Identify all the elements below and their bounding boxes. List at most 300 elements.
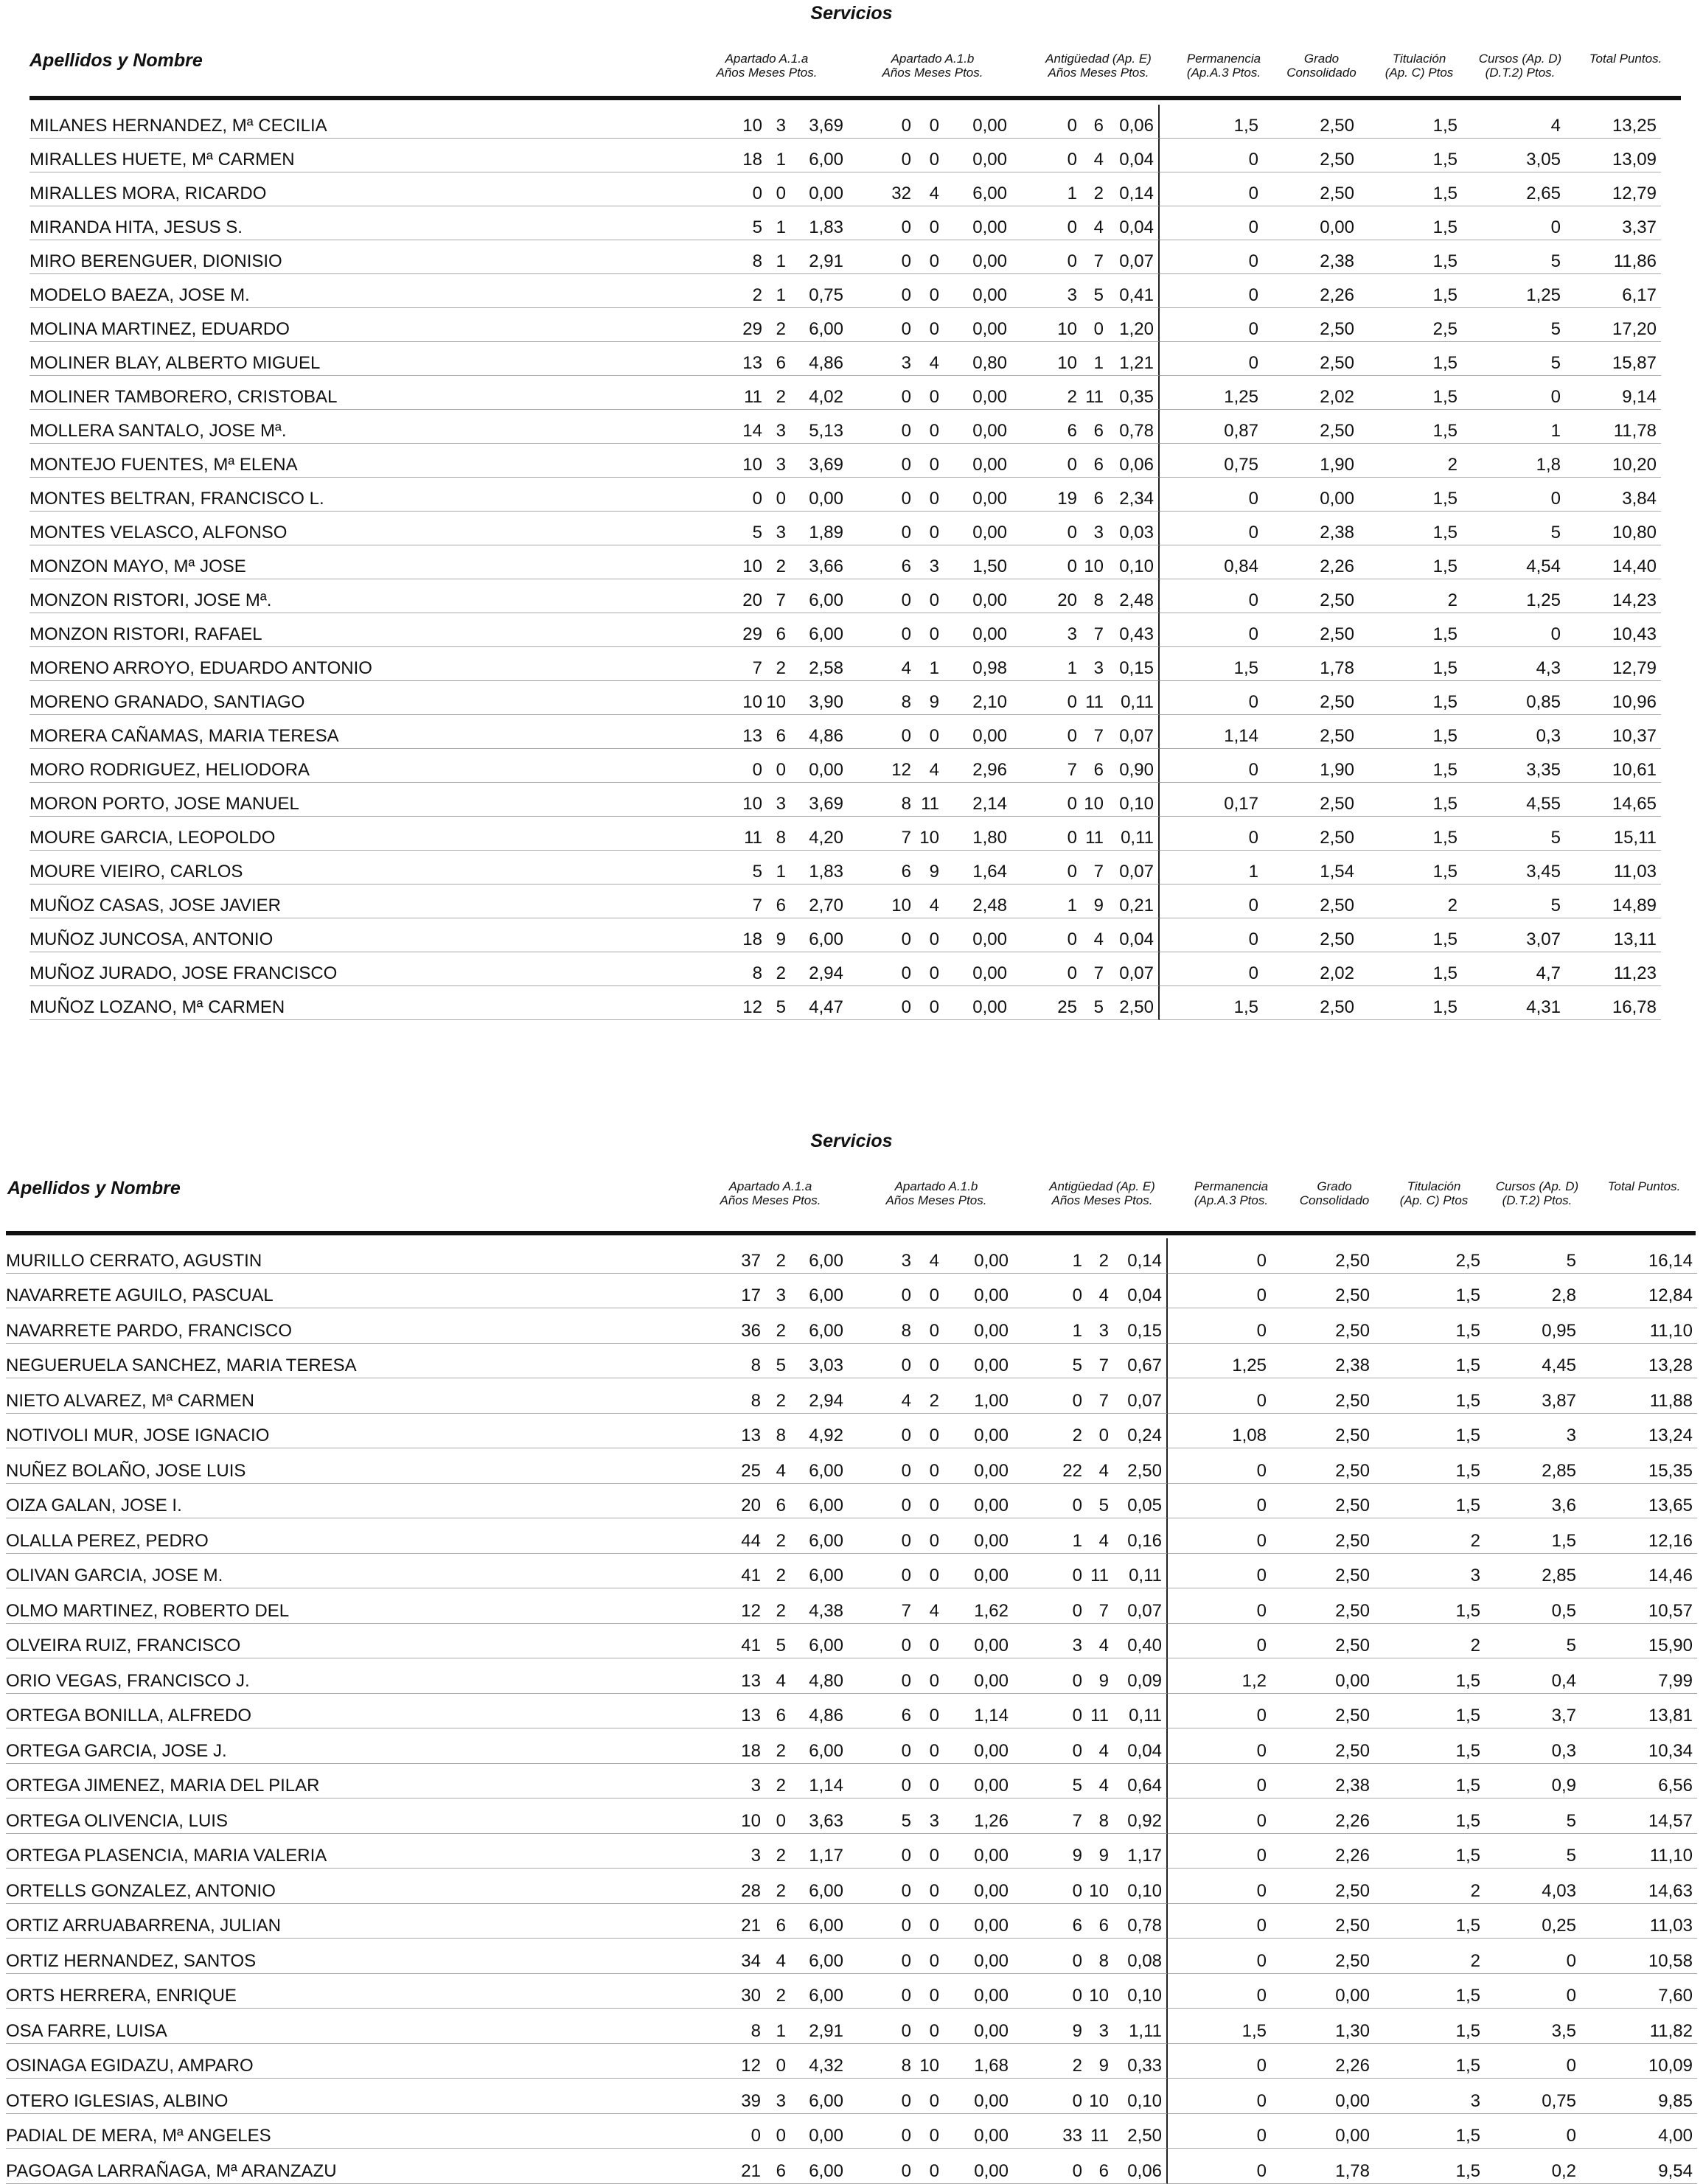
table-cell-value: 0,00 (944, 206, 1011, 240)
table-cell-value: 1,5 (1359, 376, 1462, 410)
table-cell-value: 14,46 (1581, 1554, 1697, 1589)
table-cell-value: 0,00 (1263, 478, 1359, 512)
table-cell-value: 1 (1011, 172, 1082, 206)
table-cell-value: 0,07 (1108, 715, 1160, 749)
table-cell-value: 1,90 (1263, 749, 1359, 783)
table-cell-value: 4 (916, 749, 944, 783)
table-cell-value: 25 (1011, 986, 1082, 1020)
table-cell-value: 0,07 (1113, 1378, 1168, 1414)
table-cell-value: 0,00 (944, 952, 1011, 986)
table-cell-value: 0,00 (944, 1414, 1013, 1449)
table-cell-value: 2,85 (1485, 1554, 1581, 1589)
table-cell-name: MUÑOZ JURADO, JOSE FRANCISCO (29, 952, 722, 986)
table-cell-value: 37 (714, 1238, 765, 1274)
table-cell-value: 2 (1374, 1869, 1485, 1904)
table-cell-value: 2,26 (1271, 1834, 1374, 1869)
table-cell-value: 2,91 (790, 2009, 848, 2044)
table-cell-value: 0 (1168, 1308, 1271, 1344)
table-cell-value: 17 (714, 1274, 765, 1309)
table-cell-value: 0,17 (1160, 783, 1263, 817)
table-cell-value: 10 (848, 885, 916, 918)
table-cell-value: 1,5 (1359, 410, 1462, 444)
table-cell-value: 4 (1087, 1448, 1113, 1484)
table-cell-value: 12,79 (1565, 647, 1661, 681)
table-cell-value: 14,23 (1565, 579, 1661, 613)
table-cell-value: 0 (916, 478, 944, 512)
table-cell-value: 9 (767, 918, 790, 952)
table-cell-value: 6 (1011, 410, 1082, 444)
table-cell-value: 0 (916, 1694, 944, 1729)
table-cell-value: 15,35 (1581, 1448, 1697, 1484)
table-cell-value: 2,50 (1263, 817, 1359, 851)
table-cell-value: 0 (1168, 1274, 1271, 1309)
table-cell-value: 0,00 (944, 2114, 1013, 2149)
table-cell-value: 1,5 (1359, 545, 1462, 579)
table-cell-value: 0 (848, 579, 916, 613)
table-cell-value: 2,10 (944, 681, 1011, 715)
table-cell-value: 6,56 (1581, 1764, 1697, 1799)
table-cell-value: 2 (765, 1588, 790, 1624)
table-cell-name: NOTIVOLI MUR, JOSE IGNACIO (6, 1414, 714, 1449)
table-cell-value: 10 (722, 444, 767, 478)
table-cell-value: 1,5 (1359, 478, 1462, 512)
table-cell-value: 17,20 (1565, 308, 1661, 342)
table-cell-value: 2,50 (1263, 308, 1359, 342)
table-cell-value: 34 (714, 1939, 765, 1974)
table-cell-value: 0 (1160, 817, 1263, 851)
table-cell-value: 18 (722, 139, 767, 172)
table-cell-value: 11,10 (1581, 1308, 1697, 1344)
table-cell-value: 4 (848, 647, 916, 681)
table-cell-value: 20 (714, 1484, 765, 1519)
table-cell-value: 6 (1082, 105, 1108, 139)
table-cell-value: 0 (848, 2149, 916, 2184)
table-cell-value: 4 (916, 885, 944, 918)
table-cell-value: 2 (1359, 444, 1462, 478)
table-cell-value: 0,00 (1271, 2079, 1374, 2114)
table-cell-value: 0,95 (1485, 1308, 1581, 1344)
table-cell-value: 1,5 (1359, 817, 1462, 851)
table-cell-value: 8 (848, 783, 916, 817)
table-cell-name: MILANES HERNANDEZ, Mª CECILIA (29, 105, 722, 139)
table-cell-value: 0 (916, 274, 944, 308)
column-header-antiguedad: Antigüedad (Ap. E) Años Meses Ptos. (1045, 52, 1152, 80)
table-cell-value: 1,5 (1359, 851, 1462, 885)
table-cell-name: NAVARRETE PARDO, FRANCISCO (6, 1308, 714, 1344)
table-cell-value: 28 (714, 1869, 765, 1904)
table-cell-value: 7 (722, 885, 767, 918)
table-cell-value: 0,06 (1113, 2149, 1168, 2184)
section-title: Servicios (810, 1131, 893, 1151)
table-cell-value: 1,25 (1160, 376, 1263, 410)
section-title: Servicios (810, 3, 893, 24)
table-cell-name: MORENO ARROYO, EDUARDO ANTONIO (29, 647, 722, 681)
table-cell-value: 0 (1160, 885, 1263, 918)
table-cell-value: 8 (848, 681, 916, 715)
table-cell-name: PADIAL DE MERA, Mª ANGELES (6, 2114, 714, 2149)
table-cell-value: 2 (1011, 376, 1082, 410)
table-cell-value: 7 (722, 647, 767, 681)
table-cell-value: 1,5 (1160, 647, 1263, 681)
table-cell-value: 0 (848, 2114, 916, 2149)
table-cell-value: 0 (916, 1554, 944, 1589)
table-cell-value: 3,05 (1462, 139, 1565, 172)
table-cell-name: MIRALLES HUETE, Mª CARMEN (29, 139, 722, 172)
table-cell-value: 0 (916, 918, 944, 952)
table-cell-value: 0 (848, 1658, 916, 1694)
table-cell-value: 1,5 (1359, 783, 1462, 817)
table-cell-value: 3 (1485, 1414, 1581, 1449)
column-header-a1b: Apartado A.1.b Años Meses Ptos. (882, 52, 983, 80)
table-cell-name: MONZON RISTORI, RAFAEL (29, 613, 722, 647)
table-cell-name: MIRALLES MORA, RICARDO (29, 172, 722, 206)
table-cell-value: 0,00 (944, 986, 1011, 1020)
table-cell-value: 0,00 (944, 1869, 1013, 1904)
table-cell-value: 2,50 (1271, 1694, 1374, 1729)
table-cell-value: 0 (1168, 1764, 1271, 1799)
table-cell-value: 3 (916, 1799, 944, 1834)
table-cell-value: 1,5 (1359, 512, 1462, 545)
table-cell-value: 5 (1462, 885, 1565, 918)
table-cell-value: 13,25 (1565, 105, 1661, 139)
table-cell-value: 8 (767, 817, 790, 851)
table-cell-value: 4,86 (790, 342, 848, 376)
table-cell-value: 2,26 (1263, 274, 1359, 308)
table-cell-value: 2,02 (1263, 376, 1359, 410)
table-cell-value: 0 (916, 579, 944, 613)
table-cell-value: 6,00 (790, 2079, 848, 2114)
table-cell-value: 29 (722, 613, 767, 647)
table-cell-value: 15,11 (1565, 817, 1661, 851)
table-cell-value: 0,00 (1271, 1974, 1374, 2009)
table-cell-value: 0 (1160, 579, 1263, 613)
table-cell-value: 2 (765, 1834, 790, 1869)
table-cell-value: 0,15 (1113, 1308, 1168, 1344)
table-cell-value: 9 (1087, 2044, 1113, 2079)
table-cell-value: 0 (848, 308, 916, 342)
table-cell-value: 21 (714, 2149, 765, 2184)
table-cell-value: 13 (722, 715, 767, 749)
table-cell-value: 1 (1462, 410, 1565, 444)
table-cell-value: 3 (1011, 613, 1082, 647)
table-cell-value: 0 (1011, 240, 1082, 274)
table-cell-value: 0 (1168, 1939, 1271, 1974)
table-cell-value: 1,30 (1271, 2009, 1374, 2044)
column-header-name: Apellidos y Nombre (29, 50, 203, 71)
table-cell-value: 3 (916, 545, 944, 579)
table-cell-value: 1,5 (1359, 206, 1462, 240)
table-cell-value: 6 (1082, 749, 1108, 783)
table-cell-value: 0 (916, 1869, 944, 1904)
table-cell-value: 0,00 (944, 1554, 1013, 1589)
table-cell-value: 1,5 (1160, 105, 1263, 139)
table-cell-value: 9 (1082, 885, 1108, 918)
table-cell-value: 0 (848, 410, 916, 444)
column-header-antiguedad: Antigüedad (Ap. E) Años Meses Ptos. (1049, 1179, 1155, 1207)
table-cell-value: 14,63 (1581, 1869, 1697, 1904)
column-header-total: Total Puntos. (1589, 52, 1662, 66)
table-cell-value: 11,78 (1565, 410, 1661, 444)
table-cell-value: 0 (1168, 2079, 1271, 2114)
table-cell-value: 2,50 (1263, 172, 1359, 206)
table-cell-value: 0 (1160, 478, 1263, 512)
table-cell-value: 4 (1087, 1274, 1113, 1309)
table-cell-value: 4 (1087, 1518, 1113, 1554)
table-cell-value: 0,24 (1113, 1414, 1168, 1449)
table-cell-value: 0 (848, 1274, 916, 1309)
table-cell-value: 0,00 (944, 1728, 1013, 1764)
table-cell-value: 20 (1011, 579, 1082, 613)
table-cell-value: 0,3 (1485, 1728, 1581, 1764)
table-cell-value: 4,47 (790, 986, 848, 1020)
table-cell-value: 2 (767, 308, 790, 342)
table-cell-value: 0 (1462, 206, 1565, 240)
table-cell-value: 4,03 (1485, 1869, 1581, 1904)
table-section-1 (0, 0, 1703, 1032)
table-cell-value: 1,64 (944, 851, 1011, 885)
table-cell-value: 3 (767, 105, 790, 139)
table-cell-value: 4,32 (790, 2044, 848, 2079)
table-cell-value: 5 (722, 206, 767, 240)
table-cell-value: 0,00 (944, 613, 1011, 647)
table-cell-name: ORIO VEGAS, FRANCISCO J. (6, 1658, 714, 1694)
table-cell-value: 0 (1160, 172, 1263, 206)
table-cell-value: 1,14 (1160, 715, 1263, 749)
table-cell-name: MONTES BELTRAN, FRANCISCO L. (29, 478, 722, 512)
table-cell-value: 2,50 (1263, 715, 1359, 749)
table-cell-value: 1 (765, 2009, 790, 2044)
table-cell-value: 5 (722, 512, 767, 545)
table-cell-value: 36 (714, 1308, 765, 1344)
table-cell-value: 8 (765, 1414, 790, 1449)
table-cell-value: 15,90 (1581, 1624, 1697, 1659)
table-cell-value: 6 (1087, 1904, 1113, 1939)
table-cell-value: 1,5 (1374, 1308, 1485, 1344)
data-table (6, 1238, 1694, 2184)
table-cell-value: 1,5 (1374, 1974, 1485, 2009)
table-cell-value: 0 (1160, 308, 1263, 342)
table-cell-value: 2,5 (1359, 308, 1462, 342)
table-cell-value: 6 (767, 613, 790, 647)
table-cell-value: 0,05 (1113, 1484, 1168, 1519)
table-cell-value: 0,10 (1108, 783, 1160, 817)
table-cell-name: MOURE GARCIA, LEOPOLDO (29, 817, 722, 851)
table-cell-value: 2,50 (1263, 410, 1359, 444)
table-cell-value: 10 (1087, 1869, 1113, 1904)
table-cell-value: 4,45 (1485, 1344, 1581, 1379)
table-cell-value: 0 (1462, 376, 1565, 410)
table-cell-value: 0,00 (944, 240, 1011, 274)
table-cell-value: 0 (1168, 1448, 1271, 1484)
table-cell-value: 0 (1011, 681, 1082, 715)
table-cell-value: 0 (916, 2079, 944, 2114)
table-cell-value: 11 (1082, 376, 1108, 410)
table-cell-value: 12 (714, 1588, 765, 1624)
table-cell-value: 0,00 (944, 1658, 1013, 1694)
column-header-grado: Grado Consolidado (1286, 52, 1357, 80)
table-cell-value: 6,00 (790, 1274, 848, 1309)
table-cell-value: 0,06 (1108, 105, 1160, 139)
table-cell-value: 0,11 (1108, 817, 1160, 851)
table-cell-value: 1,5 (1359, 647, 1462, 681)
table-cell-value: 9 (1013, 2009, 1087, 2044)
table-cell-value: 0,00 (944, 1939, 1013, 1974)
table-cell-value: 0,03 (1108, 512, 1160, 545)
table-cell-value: 0 (1168, 1518, 1271, 1554)
table-cell-value: 13,28 (1581, 1344, 1697, 1379)
table-cell-value: 12 (722, 986, 767, 1020)
table-cell-value: 2,26 (1263, 545, 1359, 579)
table-cell-value: 0 (1168, 1378, 1271, 1414)
table-cell-value: 7,99 (1581, 1658, 1697, 1694)
table-cell-value: 0 (848, 986, 916, 1020)
table-cell-value: 0 (1013, 2079, 1087, 2114)
table-cell-value: 0 (1013, 1974, 1087, 2009)
table-cell-value: 1,5 (1374, 1834, 1485, 1869)
table-cell-value: 6 (1082, 410, 1108, 444)
table-cell-value: 0 (1168, 1694, 1271, 1729)
table-cell-value: 2 (765, 1378, 790, 1414)
table-cell-value: 0 (848, 1974, 916, 2009)
table-cell-value: 10 (1082, 783, 1108, 817)
table-cell-value: 2 (722, 274, 767, 308)
table-cell-value: 0 (916, 105, 944, 139)
table-cell-value: 0 (916, 952, 944, 986)
table-cell-value: 13 (714, 1694, 765, 1729)
table-cell-value: 1,83 (790, 851, 848, 885)
table-cell-value: 3,69 (790, 444, 848, 478)
table-cell-value: 0 (1013, 1378, 1087, 1414)
table-cell-value: 0 (1168, 1728, 1271, 1764)
table-cell-value: 6,00 (790, 1554, 848, 1589)
table-cell-value: 0 (1160, 342, 1263, 376)
table-cell-value: 13,11 (1565, 918, 1661, 952)
table-cell-value: 1,21 (1108, 342, 1160, 376)
table-cell-value: 1,50 (944, 545, 1011, 579)
table-cell-value: 0 (848, 139, 916, 172)
table-cell-value: 1,11 (1113, 2009, 1168, 2044)
table-cell-value: 0,67 (1113, 1344, 1168, 1379)
table-cell-value: 0 (848, 1518, 916, 1554)
table-cell-value: 0 (848, 1728, 916, 1764)
table-cell-value: 4,55 (1462, 783, 1565, 817)
table-cell-value: 0,00 (944, 1904, 1013, 1939)
table-cell-value: 2,50 (1271, 1869, 1374, 1904)
table-cell-value: 3 (1374, 1554, 1485, 1589)
table-cell-value: 2 (1359, 579, 1462, 613)
table-cell-value: 6,00 (790, 579, 848, 613)
table-cell-value: 3 (1013, 1624, 1087, 1659)
table-cell-value: 7 (1082, 715, 1108, 749)
table-cell-value: 0 (1011, 444, 1082, 478)
table-cell-value: 0,00 (944, 1764, 1013, 1799)
table-cell-value: 0,4 (1485, 1658, 1581, 1694)
table-cell-value: 0 (916, 715, 944, 749)
table-cell-value: 0,75 (790, 274, 848, 308)
table-cell-name: MOLLERA SANTALO, JOSE Mª. (29, 410, 722, 444)
table-cell-value: 1 (1011, 885, 1082, 918)
table-cell-value: 0 (1485, 1974, 1581, 2009)
table-cell-value: 6 (765, 2149, 790, 2184)
table-cell-value: 1,25 (1462, 579, 1565, 613)
table-cell-value: 10 (767, 681, 790, 715)
table-cell-value: 0,08 (1113, 1939, 1168, 1974)
table-cell-value: 2 (1013, 1414, 1087, 1449)
column-header-a1b: Apartado A.1.b Años Meses Ptos. (885, 1179, 987, 1207)
table-cell-value: 7 (848, 817, 916, 851)
table-cell-value: 0 (848, 376, 916, 410)
table-cell-value: 4 (916, 172, 944, 206)
table-cell-value: 0 (1082, 308, 1108, 342)
table-cell-value: 12,79 (1565, 172, 1661, 206)
table-cell-value: 10,80 (1565, 512, 1661, 545)
table-cell-value: 6 (848, 545, 916, 579)
table-cell-value: 5 (1087, 1484, 1113, 1519)
table-cell-value: 8 (714, 2009, 765, 2044)
table-cell-value: 2,48 (1108, 579, 1160, 613)
table-cell-value: 6,00 (944, 172, 1011, 206)
table-cell-value: 1,80 (944, 817, 1011, 851)
table-cell-value: 4,3 (1462, 647, 1565, 681)
table-cell-value: 10,58 (1581, 1939, 1697, 1974)
table-cell-value: 0,00 (944, 1344, 1013, 1379)
table-cell-name: ORTEGA GARCIA, JOSE J. (6, 1728, 714, 1764)
table-cell-value: 1,20 (1108, 308, 1160, 342)
table-cell-value: 5 (722, 851, 767, 885)
table-cell-value: 4,86 (790, 1694, 848, 1729)
table-cell-value: 0,07 (1108, 952, 1160, 986)
table-cell-value: 3,5 (1485, 2009, 1581, 2044)
table-cell-value: 4 (765, 1658, 790, 1694)
table-cell-value: 2,50 (1271, 1448, 1374, 1484)
table-cell-value: 0 (916, 139, 944, 172)
table-cell-value: 7 (1082, 613, 1108, 647)
table-cell-value: 1,5 (1359, 715, 1462, 749)
table-cell-value: 0,04 (1108, 206, 1160, 240)
table-cell-value: 2,50 (1263, 918, 1359, 952)
table-cell-value: 0 (767, 749, 790, 783)
table-cell-value: 4 (1462, 105, 1565, 139)
table-cell-value: 2 (765, 1728, 790, 1764)
table-cell-value: 6 (767, 342, 790, 376)
table-cell-value: 6,00 (790, 1484, 848, 1519)
table-cell-value: 3 (1011, 274, 1082, 308)
table-cell-value: 11 (1087, 1554, 1113, 1589)
table-cell-value: 0 (1168, 1799, 1271, 1834)
table-cell-value: 2,70 (790, 885, 848, 918)
table-cell-value: 1 (767, 206, 790, 240)
table-cell-value: 1,5 (1374, 1764, 1485, 1799)
table-cell-value: 0 (916, 1974, 944, 2009)
table-cell-value: 7 (1082, 952, 1108, 986)
table-cell-value: 1,26 (944, 1799, 1013, 1834)
table-cell-value: 4,54 (1462, 545, 1565, 579)
table-cell-value: 1 (1160, 851, 1263, 885)
table-cell-value: 0 (848, 2009, 916, 2044)
table-cell-value: 5 (1462, 240, 1565, 274)
table-cell-value: 0 (916, 1728, 944, 1764)
table-cell-value: 5 (765, 1344, 790, 1379)
table-cell-value: 0 (916, 1344, 944, 1379)
table-cell-value: 0,00 (944, 1308, 1013, 1344)
table-cell-value: 0 (916, 410, 944, 444)
table-cell-value: 7 (1087, 1344, 1113, 1379)
table-cell-value: 0 (1011, 918, 1082, 952)
table-cell-name: MUÑOZ LOZANO, Mª CARMEN (29, 986, 722, 1020)
table-cell-value: 4 (1082, 139, 1108, 172)
table-cell-value: 3 (1374, 2079, 1485, 2114)
table-cell-name: MUÑOZ JUNCOSA, ANTONIO (29, 918, 722, 952)
